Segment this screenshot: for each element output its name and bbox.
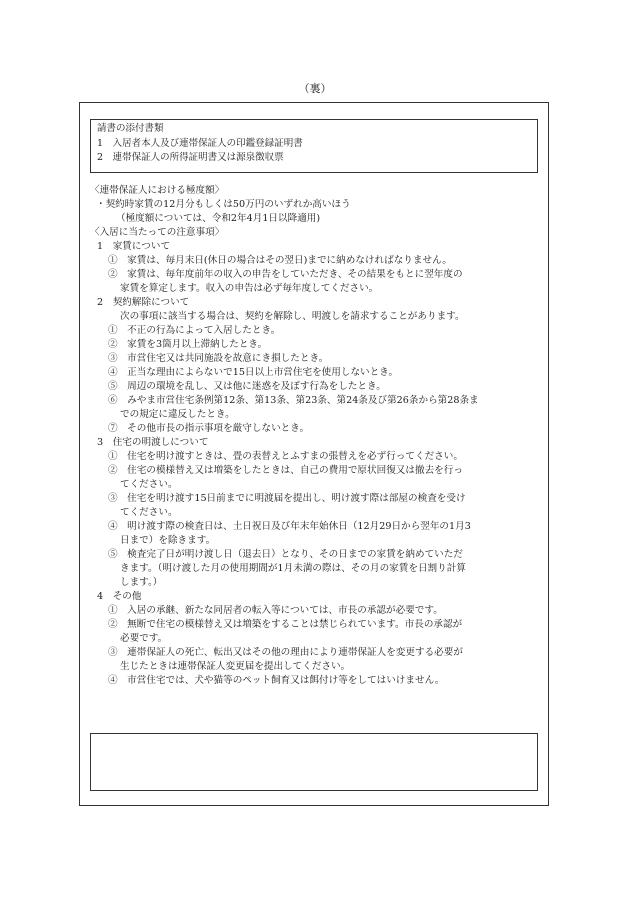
vacating-item-4-cont: 日まで）を除きます。: [120, 535, 216, 546]
termination-item-4: ④ 正当な理由によらないで15日以上市営住宅を使用しないとき。: [108, 367, 399, 378]
termination-item-6-cont: での規定に違反したとき。: [120, 409, 235, 420]
termination-item-7: ⑦ その他市長の指示事項を厳守しないとき。: [108, 423, 310, 434]
precautions-heading: 〈入居に当たっての注意事項〉: [90, 227, 225, 238]
vacating-item-5: ⑤ 検査完了日が明け渡し日（退去日）となり、その日までの家賃を納めていただ: [108, 549, 463, 560]
vacating-item-3-cont: てください。: [120, 507, 178, 518]
other-item-2: ② 無断で住宅の模様替え又は増築をすることは禁じられています。市長の承認が: [108, 619, 463, 630]
vacating-item-5-cont: きます。（明け渡した月の使用期間が1月未満の際は、その月の家賃を日割り計算: [120, 563, 466, 574]
attachments-box: [90, 119, 538, 173]
rent-item-2: ② 家賃は、毎年度前年の収入の申告をしていただき、その結果をもとに翌年度の: [108, 269, 463, 280]
vacating-item-4: ④ 明け渡す際の検査日は、土日祝日及び年末年始休日（12月29日から翌年の1月3: [108, 521, 471, 532]
termination-item-2: ② 家賃を3箇月以上滞納したとき。: [108, 339, 268, 350]
termination-intro: 次の事項に該当する場合は、契約を解除し、明渡しを請求することがあります。: [120, 311, 465, 322]
section-heading-termination: 2 契約解除について: [97, 297, 190, 308]
rent-item-2-cont: 家賃を算定します。収入の申告は必ず毎年度してください。: [120, 283, 379, 294]
rent-item-1: ① 家賃は、毎月末日(休日の場合はその翌日)までに納めなければなりません。: [108, 255, 452, 266]
attachments-title: 請書の添付書類: [97, 123, 164, 134]
termination-item-5: ⑤ 周辺の環境を乱し、又は他に迷惑を及ぼす行為をしたとき。: [108, 381, 386, 392]
termination-item-6: ⑥ みやま市営住宅条例第12条、第13条、第23条、第24条及び第26条から第28条ま: [108, 395, 479, 406]
termination-item-3: ③ 市営住宅又は共同施設を故意にき損したとき。: [108, 353, 329, 364]
section-heading-other: 4 その他: [97, 591, 142, 602]
guarantor-limit-note: （極度額については、令和2年4月1日以降適用): [116, 213, 321, 224]
other-item-3-cont: 生じたときは連帯保証人変更届を提出してください。: [120, 661, 351, 672]
vacating-item-3: ③ 住宅を明け渡す15日前までに明渡届を提出し、明け渡す際は部屋の検査を受け: [108, 493, 466, 504]
termination-item-1: ① 不正の行為によって入居したとき。: [108, 325, 281, 336]
guarantor-limit-line: ・契約時家賃の12月分もしくは50万円のいずれか高いほう: [96, 199, 351, 210]
vacating-item-2-cont: てください。: [120, 479, 178, 490]
guarantor-limit-heading: 〈連帯保証人における極度額〉: [90, 185, 225, 196]
attachment-item: 1 入居者本人及び連帯保証人の印鑑登録証明書: [97, 137, 303, 149]
section-heading-rent: 1 家賃について: [97, 241, 171, 252]
vacating-item-1: ① 住宅を明け渡すときは、畳の表替えとふすまの張替えを必ず行ってください。: [108, 451, 463, 462]
blank-notes-box: [90, 733, 538, 791]
other-item-2-cont: 必要です。: [120, 633, 168, 644]
other-item-4: ④ 市営住宅では、犬や猫等のペット飼育又は餌付け等をしてはいけません。: [108, 675, 445, 686]
section-heading-vacating: 3 住宅の明渡しについて: [97, 437, 209, 448]
vacating-item-5-cont: します。）: [120, 577, 163, 588]
attachment-item: 2 連帯保証人の所得証明書又は源泉徴収票: [97, 152, 284, 163]
page-side-label: （裏）: [298, 82, 332, 95]
other-item-3: ③ 連帯保証人の死亡、転出又はその他の理由により連帯保証人を変更する必要が: [108, 647, 463, 658]
vacating-item-2: ② 住宅の模様替え又は増築をしたときは、自己の費用で原状回復又は撤去を行っ: [108, 465, 463, 476]
other-item-1: ① 入居の承継、新たな同居者の転入等については、市長の承認が必要です。: [108, 605, 443, 616]
